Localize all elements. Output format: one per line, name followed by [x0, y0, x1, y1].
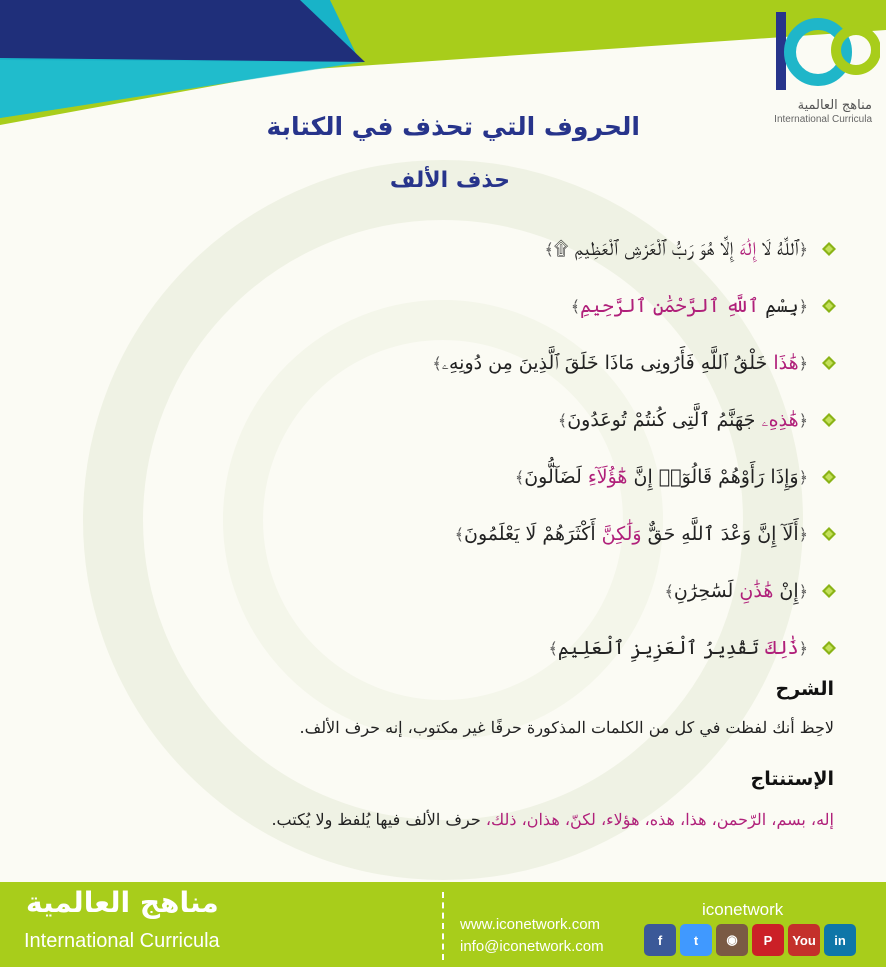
verse-item	[116, 391, 836, 448]
highlighted-word: هَٰذَا	[773, 351, 799, 374]
verse-close-ornament: ﴾	[548, 638, 558, 658]
verse-text	[432, 352, 808, 374]
conclusion-words: إله، بسم، الرّحمن، هذا، هذه، هؤلاء، لكنّ، هذان، ذلك،	[485, 810, 834, 829]
verse-segment: وَإِذَا رَأَوْهُمْ قَالُوٓا۟ إِنَّ	[627, 465, 799, 488]
highlighted-word: ٱللَّهِ ٱلرَّحْمَٰنِ ٱلرَّحِيمِ	[580, 294, 760, 317]
verse-text	[571, 295, 808, 317]
diamond-bullet-icon	[822, 470, 836, 484]
verse-segment: ٱللَّهُ لَا	[756, 237, 799, 260]
footer	[0, 882, 886, 967]
verse-text	[665, 580, 808, 602]
verse-text	[548, 637, 808, 659]
verse-open-ornament: ﴿	[798, 353, 808, 373]
verse-open-ornament: ﴿	[798, 410, 808, 430]
instagram-icon[interactable]: ◉	[716, 924, 748, 956]
verse-item	[116, 334, 836, 391]
diamond-bullet-icon	[822, 584, 836, 598]
highlighted-word: هَٰٓؤُلَآءِ	[587, 465, 628, 488]
footer-brand-english: International Curricula	[24, 930, 220, 952]
highlighted-word: هَٰذِهِۦ	[761, 408, 799, 431]
email-link[interactable]: info@iconetwork.com	[460, 938, 604, 955]
logo-arabic-text: مناهج العالمية	[797, 98, 872, 113]
diamond-bullet-icon	[822, 242, 836, 256]
highlighted-word: هَٰذَٰنِ	[739, 579, 774, 602]
verse-segment: لَسَٰحِرَٰنِ	[673, 579, 740, 602]
verse-open-ornament: ﴿	[798, 581, 808, 601]
verse-list	[116, 220, 836, 676]
logo-english-text: International Curricula	[774, 114, 872, 125]
website-link[interactable]: www.iconetwork.com	[460, 916, 601, 933]
page-subtitle: حذف الألف	[389, 168, 510, 193]
conclusion-rest: حرف الألف فيها يُلفظ ولا يُكتب.	[271, 810, 486, 829]
ico-logo	[770, 8, 880, 126]
network-label: iconetwork	[702, 900, 784, 919]
social-links	[644, 924, 856, 956]
diamond-bullet-icon	[822, 641, 836, 655]
verse-open-ornament: ﴿	[798, 239, 808, 259]
verse-text	[455, 523, 808, 545]
ico-logo-icon	[770, 8, 880, 98]
facebook-icon[interactable]: f	[644, 924, 676, 956]
verse-segment: أَكْثَرَهُمْ لَا يَعْلَمُونَ	[464, 522, 602, 545]
twitter-icon[interactable]: t	[680, 924, 712, 956]
verse-close-ornament: ﴾	[557, 410, 568, 430]
verse-text	[558, 409, 808, 431]
verse-close-ornament: ﴾	[432, 353, 442, 373]
verse-segment: أَلَآ إِنَّ وَعْدَ ٱللَّهِ حَقٌّ	[641, 522, 799, 545]
verse-item	[116, 220, 836, 277]
verse-item	[116, 505, 836, 562]
youtube-icon[interactable]: You	[788, 924, 820, 956]
verse-item	[116, 562, 836, 619]
footer-divider	[442, 892, 444, 960]
diamond-bullet-icon	[822, 413, 836, 427]
footer-brand-arabic: مناهج العالمية	[26, 886, 219, 919]
verse-open-ornament: ﴿	[798, 638, 808, 658]
highlighted-word: ذَٰلِكَ	[765, 636, 799, 659]
diamond-bullet-icon	[822, 527, 836, 541]
verse-segment: تَقْدِيرُ ٱلْعَزِيزِ ٱلْعَلِيمِ	[557, 636, 766, 659]
page-title: الحروف التي تحذف في الكتابة	[266, 112, 640, 141]
verse-item	[116, 448, 836, 505]
verse-open-ornament: ﴿	[798, 296, 808, 316]
diamond-bullet-icon	[822, 356, 836, 370]
explanation-text: لاحِظ أنك لفظت في كل من الكلمات المذكورة حرفًا غير مكتوب، إنه حرف الألف.	[299, 718, 834, 737]
verse-segment: بِسْمِ	[759, 294, 799, 317]
verse-item	[116, 619, 836, 676]
verse-open-ornament: ﴿	[798, 467, 808, 487]
linkedin-icon[interactable]: in	[824, 924, 856, 956]
verse-item	[116, 277, 836, 334]
explanation-heading: الشرح	[775, 678, 834, 700]
conclusion-text	[271, 810, 834, 829]
highlighted-word: إِلَٰهَ	[739, 237, 757, 260]
verse-segment: إِلَّا هُوَ رَبُّ ٱلْعَرْشِ ٱلْعَظِيمِ ۩	[553, 237, 740, 260]
diamond-bullet-icon	[822, 299, 836, 313]
verse-close-ornament: ﴾	[544, 239, 554, 259]
verse-text	[544, 238, 808, 260]
verse-text	[515, 466, 808, 488]
verse-close-ornament: ﴾	[514, 467, 525, 487]
verse-segment: إِنْ	[773, 579, 799, 602]
verse-segment: لَضَآلُّونَ	[524, 465, 588, 488]
verse-segment: جَهَنَّمُ ٱلَّتِى كُنتُمْ تُوعَدُونَ	[567, 408, 762, 431]
verse-segment: خَلْقُ ٱللَّهِ فَأَرُونِى مَاذَا خَلَقَ ٱلَّذِينَ مِن دُونِهِۦ	[441, 351, 774, 374]
pinterest-icon[interactable]: P	[752, 924, 784, 956]
verse-open-ornament: ﴿	[798, 524, 808, 544]
highlighted-word: وَلَٰكِنَّ	[601, 522, 642, 545]
verse-close-ornament: ﴾	[454, 524, 464, 544]
verse-close-ornament: ﴾	[570, 296, 581, 316]
conclusion-heading: الإستنتاج	[750, 768, 834, 790]
verse-close-ornament: ﴾	[664, 581, 674, 601]
